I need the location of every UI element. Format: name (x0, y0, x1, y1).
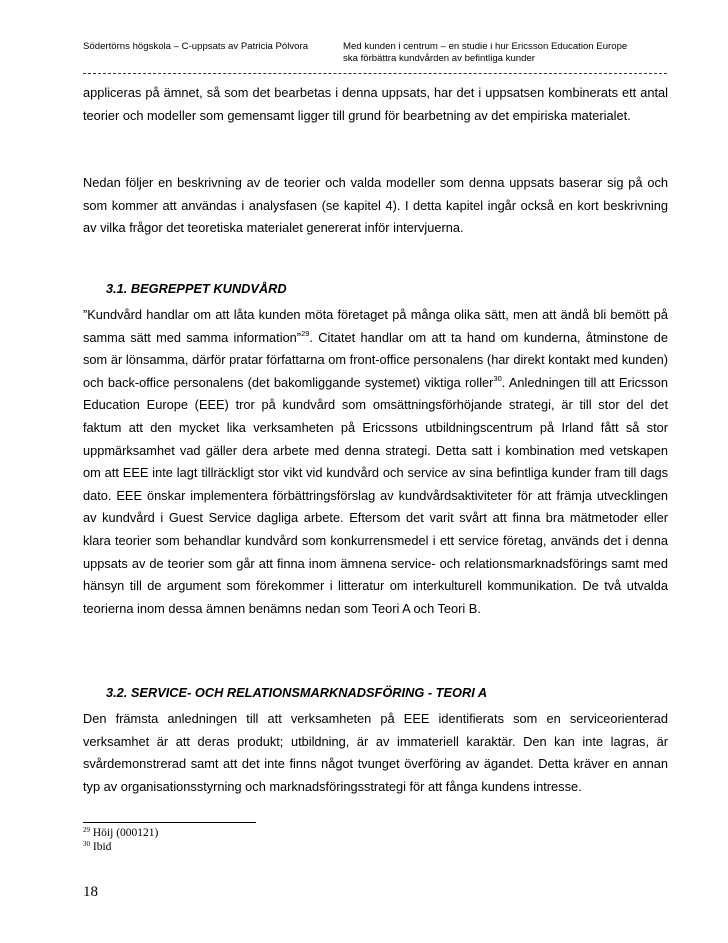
section-3-1-text-a: ”Kundvård handlar om att låta kunden möta företaget på många olika sätt, men att ändå bli bemött på samma sätt med samma information” (83, 307, 668, 345)
header-left: Södertörns högskola – C-uppsats av Patricia Pólvora (83, 41, 309, 52)
section-heading-3-1: 3.1. BEGREPPET KUNDVÅRD (106, 281, 287, 296)
footnote-ref-30: 30 (493, 373, 502, 383)
section-heading-3-2: 3.2. SERVICE- OCH RELATIONSMARKNADSFÖRING - TEORI A (106, 685, 488, 700)
section-3-2-paragraph: Den främsta anledningen till att verksamheten på EEE identifierats som en serviceorienterad verksamhet är att deras produkt; utbildning, är av immateriell karaktär. Den kan inte lagras, är svårdemonstrerad samt att det inte finns något tvunget överföring av ägandet. Detta kräver en annan typ av organisationsstyrning och marknadsföringsstrategi för att fånga kundens intresse. (83, 711, 668, 794)
footnote-29: $^{29}$ Höij (000121) (83, 826, 159, 839)
header-right (343, 41, 627, 65)
intro-paragraph-1: appliceras på ämnet, så som det bearbetas i denna uppsats, har det i uppsatsen kombinerats ett antal teorier och modeller som gemensamt ligger till grund för bearbetning av det empiriska materialet. (83, 85, 668, 123)
footnote-divider (83, 822, 256, 823)
header-right-line2: ska förbättra kundvården av befintliga kunder (343, 53, 535, 64)
footnote-ref-29: 29 (301, 328, 310, 338)
page-number: 18 (83, 884, 98, 900)
intro-paragraph-2: Nedan följer en beskrivning av de teorier och valda modeller som denna uppsats baserar sig på och som kommer att användas i analysfasen (se kapitel 4). I detta kapitel ingår också en kort beskrivning av vilka frågor det teoretiska materialet genererat inför intervjuerna. (83, 175, 668, 236)
header-divider (83, 73, 667, 74)
footnote-30: $^{30}$ Ibid (83, 840, 112, 853)
footnotes (83, 826, 158, 854)
section-3-1-text-c: . Anledningen till att Ericsson Education Europe (EEE) tror på kundvård som omsättningsförhöjande strategi, är till stor del det faktum att den mycket lika verksamheten på Ericssons utbildningscentrum på Irland fått så stor uppmärksamhet vad gäller dera arbete med denna strategi. Detta satt i kombination med vetskapen om att EEE inte lagt tillräckligt stor vikt vid kundvård och service av sina befintliga kunder fram till dags dato. EEE önskar implementera förbättringsförslag av kundvårdsaktiviteter för att främja utvecklingen av kundvård i Guest Service dagliga arbete. Eftersom det varit svårt att finna bra mätmetoder eller klara teorier som behandlar kundvård som konkurrensmedel i ett service företag, används det i denna uppsats av de teorier som går att finna inom ämnena service- och relationsmarknadsförings samt med hänsyn till de argument som förekommer i litteratur om interkulturell kommunikation. De två utvalda teorierna inom dessa ämnen benämns nedan som Teori A och Teori B. (83, 374, 668, 616)
header-right-line1: Med kunden i centrum – en studie i hur Ericsson Education Europe (343, 41, 628, 52)
section-3-1-paragraph (83, 304, 668, 620)
section-3-1-text-b: . Citatet handlar om att ta hand om kunderna, åtminstone de som är lönsamma, därför pratar författarna om front-office personalens (har direkt kontakt med kunden) och back-office personalens (det bakomliggande systemet) viktiga roller (83, 329, 668, 390)
